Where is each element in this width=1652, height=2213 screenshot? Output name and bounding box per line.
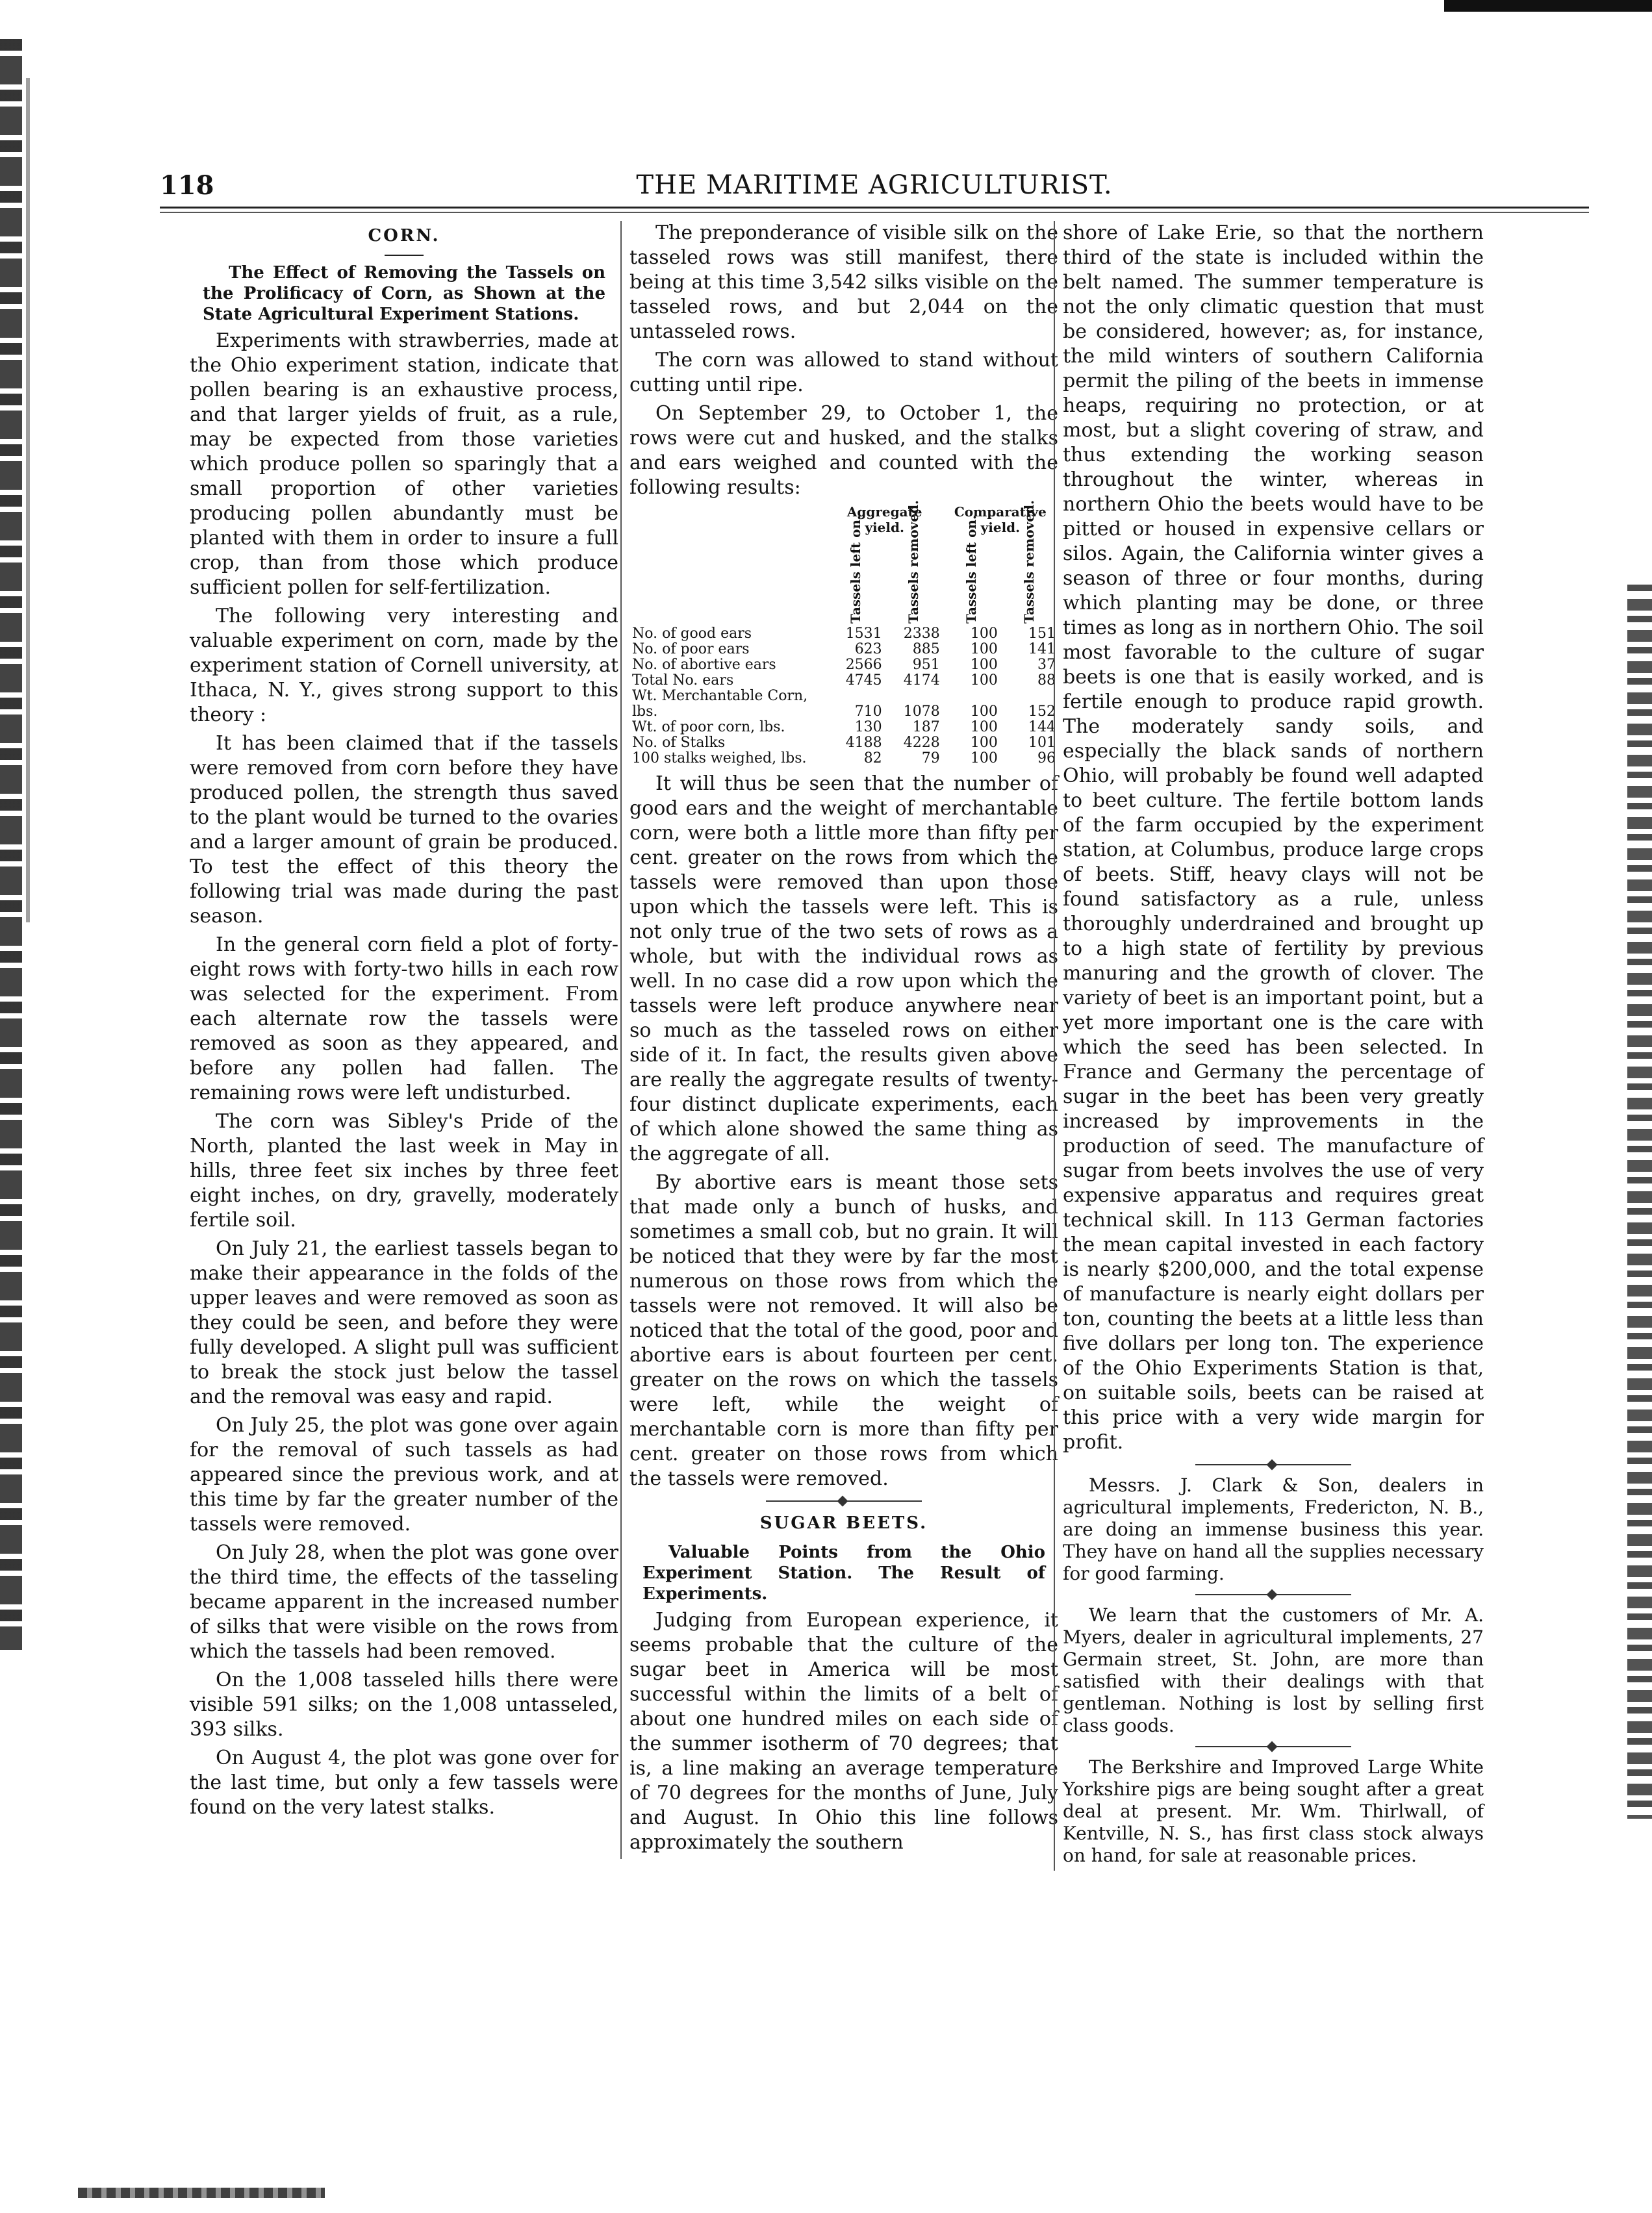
article-paragraph: The following very interesting and valuable experiment on corn, made by the experiment station of Cornell university, at Ithaca, N. Y., gives strong support to this theory : [190, 605, 618, 726]
results-table [629, 500, 1058, 766]
column-header: Tassels left on. [963, 515, 980, 624]
article-paragraph: By abortive ears is meant those sets that made only a bunch of husks, and sometimes a small cob, but no grain. It will be noticed that they were by far the most numerous on those rows from which the tassels were not removed. It will also be noticed that the total of the good, poor and abortive ears is about fourteen per cent. greater on the rows on which the tassels were left, while the weight of merchantable corn is more than fifty per cent. greater on those rows from which the tassels were removed. [629, 1171, 1058, 1490]
table-row: No. of good ears 1531 2338 100 151 [632, 626, 1056, 642]
notice-block [1063, 1474, 1484, 1867]
article-paragraph: On July 21, the earliest tassels began to make their appearance in the folds of the upper leaves and were removed as soon as they could be seen, and before they were fully developed. A slight pull was sufficient to break the stock just below the tassel and the removal was easy and rapid. [190, 1237, 618, 1408]
scan-binding-edge-left [0, 39, 22, 1650]
column-2 [620, 221, 1058, 1859]
column-header: Tassels left on. [848, 515, 864, 624]
table-row: No. of abortive ears 2566 951 100 37 [632, 657, 1056, 673]
scan-binding-shadow [26, 78, 30, 922]
article-paragraph: shore of Lake Erie, so that the northern third of the state is included within the belt named. The summer temperature is not the only climatic question that must be considered, however; as, for instance, the mild winters of southern California permit the piling of the beets in immense heaps, requiring no protection, or at most, but a slight covering of straw, and thus extending the working season throughout the winter, whereas in northern Ohio the beets would have to be pitted or housed in expensive cellars or silos. Again, the California winter gives a season of three or four months, during which planting may be done, or three times as long as in northern Ohio. The soil most favorable to the culture of sugar beets is one that is easily worked, and is fertile enough to produce rapid growth. The moderately sandy soils, and especially the black sands of northern Ohio, will probably be found well adapted to beet culture. The fertile bottom lands of the farm occupied by the experiment station, at Columbus, produce large crops of beets. Stiff, heavy clays will not be found satisfactory as a rule, unless thoroughly underdrained and brought up to a high state of fertility by previous manuring and the growth of clover. The variety of beet is an important point, but a yet more important one is the care with which the seed has been selected. In France and Germany the percentage of sugar in the beet has been very greatly increased by improvements in the production of seed. The manufacture of sugar from beets involves the use of very expensive apparatus and requires great technical skill. In 113 German factories the mean capital invested in each factory is nearly $200,000, and the total expense of manufacture is nearly eight dollars per ton, counting the beets at a little less than five dollars per long ton. The experience of the Ohio Experiments Station is that, on suitable soils, beets can be raised at this price with a very wide margin for profit. [1063, 221, 1484, 1454]
table-row: Total No. ears 4745 4174 100 88 [632, 672, 1056, 689]
scan-artifact-bottom [78, 2188, 325, 2198]
scan-edge-right [1627, 585, 1652, 1819]
group-header-aggregate: Aggregate yield. [846, 504, 922, 535]
notice-paragraph: The Berkshire and Improved Large White Yorkshire pigs are being sought after a great deal at present. Mr. Wm. Thirlwall, of Kentville, N. S., has first class stock always on hand, for sale at reasonable prices. [1063, 1756, 1484, 1866]
section-divider [1195, 1594, 1351, 1595]
notice-paragraph: Messrs. J. Clark & Son, dealers in agricultural implements, Fredericton, N. B., are doing an immense business this year. They have on hand all the supplies necessary for good farming. [1063, 1474, 1484, 1584]
article-paragraph: On July 25, the plot was gone over again for the removal of such tassels as had appeared since the previous work, and at this time by far the greater number of the tassels were removed. [190, 1414, 618, 1536]
article-paragraph: The preponderance of visible silk on the tasseled rows was still manifest, there being at this time 3,542 silks visible on the tasseled rows, and but 2,044 on the untasseled rows. [629, 221, 1058, 343]
section-divider [1195, 1464, 1351, 1465]
article-paragraph: On July 28, when the plot was gone over the third time, the effects of the tasseling became apparent in the increased number of silks that were visible on the rows from which the tassels had been removed. [190, 1541, 618, 1663]
table-row: 100 stalks weighed, lbs. 82 79 100 96 [632, 750, 1056, 766]
running-title: THE MARITIME AGRICULTURIST. [636, 170, 1113, 200]
table-row: Wt. Merchantable Corn, lbs. 710 1078 100 152 [632, 688, 1056, 720]
table-column-header-row [629, 535, 1058, 626]
corn-subhead: The Effect of Removing the Tassels on the Prolificacy of Corn, as Shown at the State Agricultural Experiment Stations. [203, 263, 605, 324]
article-paragraph: It will thus be seen that the number of good ears and the weight of merchantable corn, were both a little more than fifty per cent. greater on the rows from which the tassels were removed than upon those upon which the tassels were left. This is not only true of the two sets of rows as a whole, but with the individual rows as well. In no case did a row upon which the tassels were left produce anywhere near so much as the tasseled rows on either side of it. In fact, the results given above are really the aggregate results of twenty-four distinct duplicate experiments, each of which alone showed the same thing as the aggregate of all. [629, 772, 1058, 1165]
article-paragraph: It has been claimed that if the tassels were removed from corn before they have produced pollen, the strength thus saved to the plant would be turned to the ovaries and a larger amount of grain be produced. To test the effect of this theory the following trial was made during the past season. [190, 732, 618, 928]
section-divider [1195, 1746, 1351, 1747]
table-row: Wt. of poor corn, lbs. 130 187 100 144 [632, 719, 1056, 735]
scan-artifact-top [1444, 0, 1652, 12]
article-paragraph: In the general corn field a plot of forty-eight rows with forty-two hills in each row was selected for the experiment. From each alternate row the tassels were removed as soon as they appeared, and before any pollen had fallen. The remaining rows were left undisturbed. [190, 933, 618, 1104]
sugar-beets-section-title: SUGAR BEETS. [759, 1513, 928, 1533]
header-rule [160, 207, 1589, 209]
corn-section-title: CORN. [368, 226, 440, 246]
notice-paragraph: We learn that the customers of Mr. A. Myers, dealer in agricultural implements, 27 Germain street, St. John, are more than satisfied with their dealings with that gentleman. Nothing is lost by selling first class goods. [1063, 1604, 1484, 1736]
section-divider [766, 1500, 922, 1502]
group-header-comparative: Comparative yield. [954, 504, 1047, 535]
column-header: Tassels removed. [1021, 500, 1037, 624]
column-1 [190, 221, 618, 1824]
article-paragraph: Experiments with strawberries, made at the Ohio experiment station, indicate that pollen bearing is an exhaustive process, and that larger yields of fruit, as a rule, may be expected from those varieties which produce pollen so sparingly that a small proportion of other varieties producing pollen abundantly must be planted with them in order to insure a full crop, than from those which produce sufficient pollen for self-fertilization. [190, 329, 618, 599]
article-paragraph: On August 4, the plot was gone over for the last time, but only a few tassels were found on the very latest stalks. [190, 1747, 618, 1819]
article-paragraph: On the 1,008 tasseled hills there were visible 591 silks; on the 1,008 untasseled, 393 silks. [190, 1669, 618, 1741]
page-header [160, 170, 1589, 209]
table-group-header-row [629, 504, 1058, 535]
article-paragraph: On September 29, to October 1, the rows were cut and husked, and the stalks and ears weighed and counted with the following results: [629, 402, 1058, 499]
article-paragraph: The corn was Sibley's Pride of the North, planted the last week in May in hills, three feet six inches by three feet eight inches, on dry, gravelly, moderately fertile soil. [190, 1110, 618, 1232]
title-rule [385, 255, 424, 256]
header-rule-thin [160, 212, 1589, 213]
table-row: No. of Stalks 4188 4228 100 101 [632, 735, 1056, 751]
article-paragraph: The corn was allowed to stand without cutting until ripe. [629, 349, 1058, 396]
page-number: 118 [160, 170, 214, 201]
column-3 [1054, 221, 1484, 1871]
table-row: No. of poor ears 623 885 100 141 [632, 641, 1056, 657]
sugar-beets-subhead: Valuable Points from the Ohio Experiment Station. The Result of Experiments. [642, 1543, 1045, 1604]
article-paragraph: Judging from European experience, it seems probable that the culture of the sugar beet in America will be most successful within the limits of a belt of about one hundred miles on each side of the summer isotherm of 70 degrees; that is, a line making an average temperature of 70 degrees for the months of June, July and August. In Ohio this line follows approximately the southern [629, 1609, 1058, 1854]
column-header: Tassels removed. [906, 500, 922, 624]
